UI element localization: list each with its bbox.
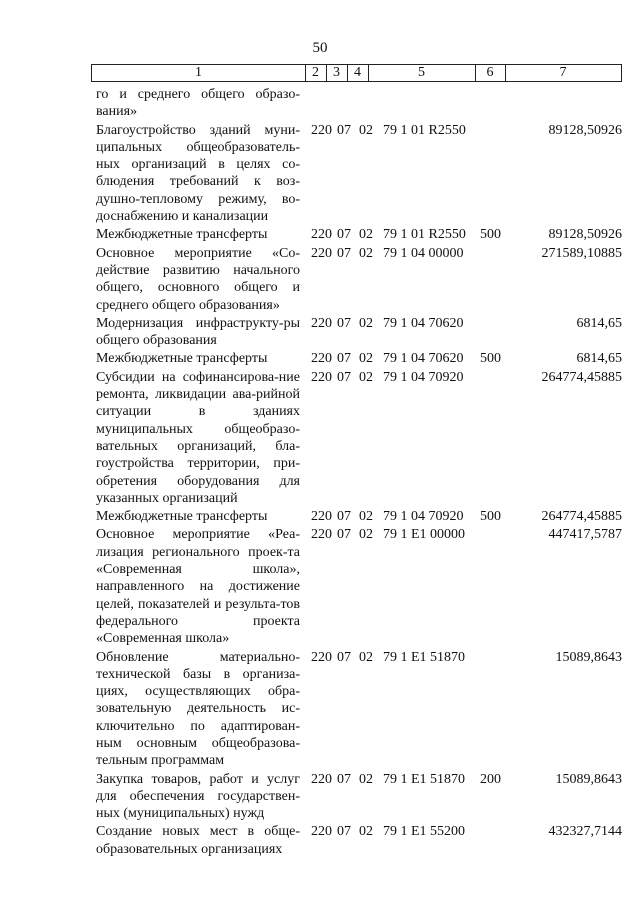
row-cell-c4: 02: [359, 227, 373, 243]
row-name: Модернизация инфраструкту-ры общего образования: [96, 315, 300, 349]
row-cell-c4: 02: [359, 245, 373, 261]
row-cell-c7: 89128,50926: [548, 122, 622, 138]
row-cell-c2: 220: [311, 824, 332, 840]
table-row: [0, 508, 640, 525]
row-cell-c7: 432327,7144: [548, 824, 622, 840]
row-cell-c2: 220: [311, 649, 332, 665]
row-cell-c3: 07: [337, 227, 351, 243]
row-name: Закупка товаров, работ и услуг для обеспечения государствен-ных (муниципальных) нужд: [96, 771, 300, 822]
table-row: [0, 86, 640, 121]
row-cell-c5: 79 1 04 70920: [383, 509, 464, 525]
row-cell-c4: 02: [359, 122, 373, 138]
row-cell-c4: 02: [359, 315, 373, 331]
row-cell-c7: 15089,8643: [555, 771, 622, 787]
row-cell-c4: 02: [359, 649, 373, 665]
row-name: Межбюджетные трансферты: [96, 227, 268, 243]
row-cell-c2: 220: [311, 122, 332, 138]
table-row: [0, 226, 640, 243]
row-cell-c6: 200: [480, 771, 501, 787]
row-cell-c5: 79 1 E1 51870: [383, 649, 466, 665]
row-cell-c7: 264774,45885: [541, 369, 622, 385]
row-cell-c7: 6814,65: [576, 315, 622, 331]
header-col-6: 6: [475, 65, 506, 81]
row-name: Основное мероприятие «Реа-лизация регионального проек-та «Современная школа», направленного на достижение целей, показателей и результа-тов федерального проекта «Современная школа»: [96, 527, 300, 647]
table-body: [0, 86, 640, 859]
table-row: [0, 526, 640, 647]
row-name: Обновление материально-технической базы в организа-циях, осуществляющих обра-зовательную деятельность ис-ключительно по адаптирован-ным основным общеобразова-тельным программам: [96, 649, 300, 769]
row-name: Основное мероприятие «Со-действие развитию начального общего, основного общего и среднего общего образования»: [96, 245, 300, 313]
row-name: Межбюджетные трансферты: [96, 509, 268, 525]
row-cell-c2: 220: [311, 509, 332, 525]
row-cell-c2: 220: [311, 369, 332, 385]
table-row: [0, 122, 640, 226]
row-cell-c3: 07: [337, 122, 351, 138]
row-cell-c4: 02: [359, 509, 373, 525]
row-cell-c7: 271589,10885: [541, 245, 622, 261]
row-cell-c5: 79 1 04 00000: [383, 245, 464, 261]
table-row: [0, 823, 640, 858]
table-row: [0, 649, 640, 770]
row-cell-c6: 500: [480, 227, 501, 243]
row-cell-c2: 220: [311, 351, 332, 367]
row-name: Субсидии на софинансирова-ние ремонта, ликвидации ава-рийной ситуации в зданиях муниципальных общеобразо-вательных организаций, бла-гоустройства территории, при-обретения оборудования для указанных организаций: [96, 369, 300, 506]
row-cell-c3: 07: [337, 369, 351, 385]
row-cell-c7: 6814,65: [576, 351, 622, 367]
header-col-1: 1: [92, 65, 306, 81]
table-row: [0, 315, 640, 350]
row-cell-c5: 79 1 01 R2550: [383, 122, 466, 138]
row-cell-c3: 07: [337, 527, 351, 543]
header-col-2: 2: [305, 65, 327, 81]
table-row: [0, 369, 640, 507]
row-cell-c2: 220: [311, 245, 332, 261]
row-cell-c5: 79 1 E1 51870: [383, 771, 466, 787]
row-cell-c3: 07: [337, 649, 351, 665]
row-cell-c2: 220: [311, 315, 332, 331]
header-col-7: 7: [559, 65, 567, 80]
row-cell-c3: 07: [337, 315, 351, 331]
row-cell-c3: 07: [337, 771, 351, 787]
row-cell-c5: 79 1 E1 55200: [383, 824, 466, 840]
header-col-5: 5: [368, 65, 476, 81]
header-col-4: 4: [347, 65, 369, 81]
row-cell-c2: 220: [311, 771, 332, 787]
row-cell-c7: 264774,45885: [541, 509, 622, 525]
row-cell-c5: 79 1 01 R2550: [383, 227, 466, 243]
page-number: 50: [312, 40, 328, 56]
row-cell-c7: 15089,8643: [555, 649, 622, 665]
table-row: [0, 245, 640, 314]
row-name: го и среднего общего образо-вания»: [96, 87, 300, 120]
row-cell-c4: 02: [359, 369, 373, 385]
row-cell-c6: 500: [480, 351, 501, 367]
row-cell-c3: 07: [337, 509, 351, 525]
row-cell-c3: 07: [337, 351, 351, 367]
row-cell-c2: 220: [311, 527, 332, 543]
row-cell-c7: 89128,50926: [548, 227, 622, 243]
row-cell-c4: 02: [359, 527, 373, 543]
row-name: Межбюджетные трансферты: [96, 351, 268, 367]
row-cell-c5: 79 1 04 70620: [383, 351, 464, 367]
row-cell-c7: 447417,5787: [548, 527, 622, 543]
row-cell-c5: 79 1 04 70920: [383, 369, 464, 385]
row-cell-c4: 02: [359, 771, 373, 787]
row-name: Создание новых мест в обще-образовательных организациях: [96, 824, 300, 857]
table-header: [91, 64, 622, 82]
row-cell-c5: 79 1 E1 00000: [383, 527, 466, 543]
row-cell-c4: 02: [359, 351, 373, 367]
row-cell-c2: 220: [311, 227, 332, 243]
row-cell-c5: 79 1 04 70620: [383, 315, 464, 331]
row-cell-c3: 07: [337, 245, 351, 261]
row-cell-c3: 07: [337, 824, 351, 840]
row-cell-c4: 02: [359, 824, 373, 840]
header-col-3: 3: [326, 65, 348, 81]
row-cell-c6: 500: [480, 509, 501, 525]
row-name: Благоустройство зданий муни-ципальных общеобразователь-ных организаций в целях со-блюдения требований к воз-душно-тепловому режиму, во-доснабжению и канализации: [96, 122, 300, 225]
table-row: [0, 350, 640, 367]
table-row: [0, 771, 640, 823]
